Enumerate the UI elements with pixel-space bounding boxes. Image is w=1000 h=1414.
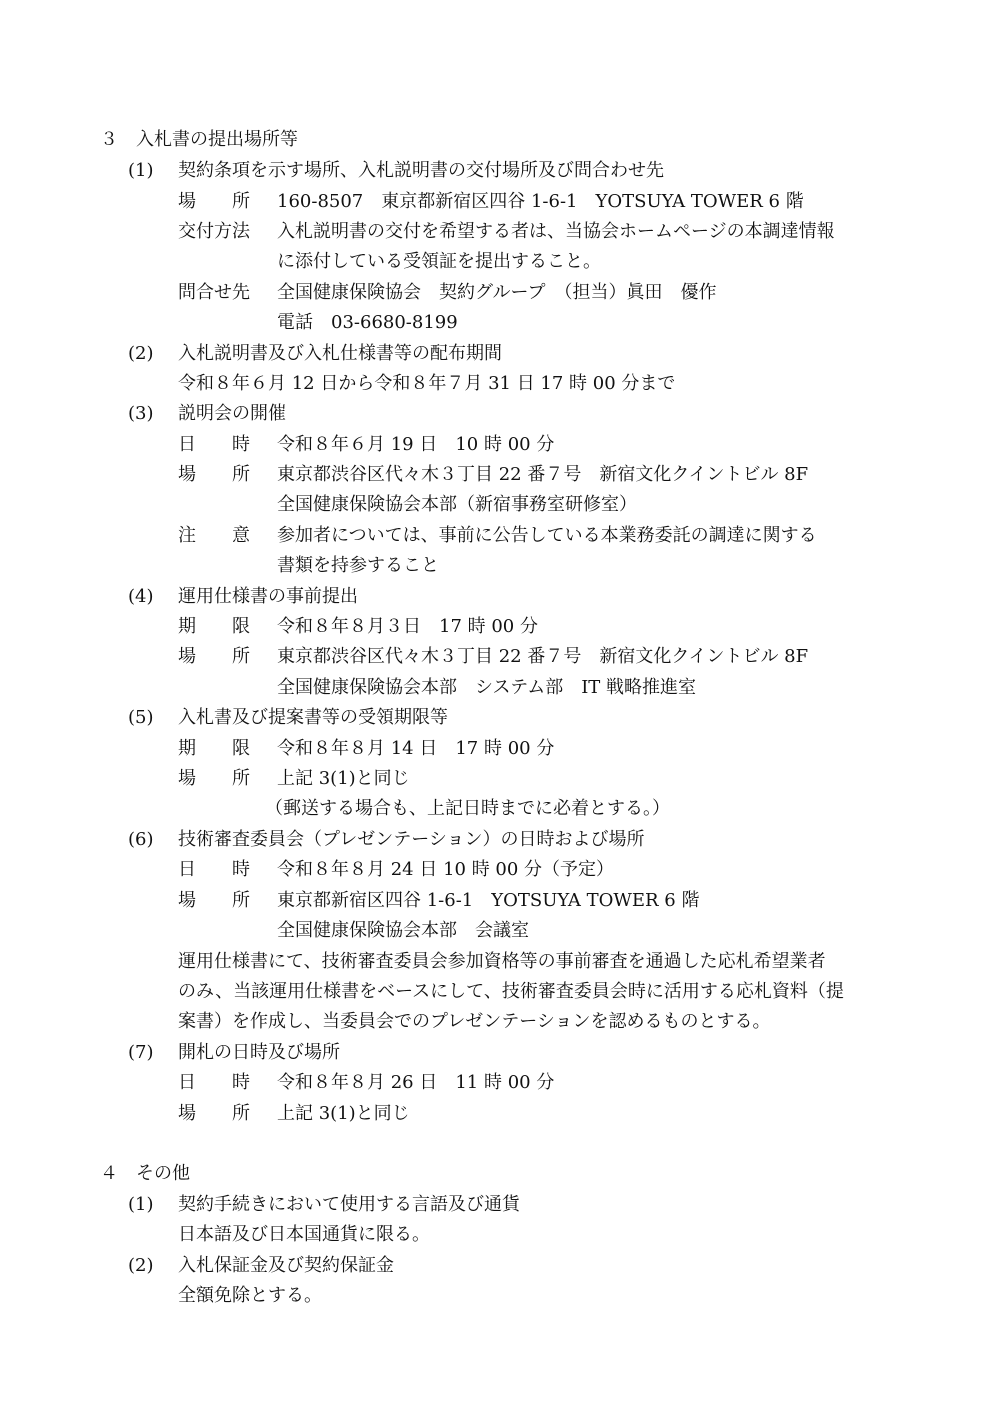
item-title: 入札書及び提案書等の受領期限等 — [178, 707, 448, 728]
row-label: 場 所 — [178, 1103, 250, 1124]
section-number: ４ — [100, 1163, 118, 1184]
row-label: 場 所 — [178, 768, 250, 789]
section-title: 入札書の提出場所等 — [136, 129, 298, 150]
item-text: 全額免除とする。 — [178, 1285, 322, 1306]
row-value: 上記 3(1)と同じ — [277, 768, 410, 789]
row-value: 令和８年８月 24 日 10 時 00 分（予定） — [277, 859, 615, 880]
item-note: （郵送する場合も、上記日時までに必着とする。） — [265, 798, 670, 819]
row-label: 注 意 — [178, 525, 250, 546]
item-title: 技術審査委員会（プレゼンテーション）の日時および場所 — [178, 829, 645, 850]
row-label: 場 所 — [178, 464, 250, 485]
item-number: (1) — [128, 1194, 154, 1215]
row-label: 場 所 — [178, 191, 250, 212]
item-title: 入札保証金及び契約保証金 — [178, 1255, 394, 1276]
item-title: 運用仕様書の事前提出 — [178, 586, 358, 607]
item-number: (4) — [128, 586, 154, 607]
row-value: 160-8507 東京都新宿区四谷 1-6-1 YOTSUYA TOWER 6 階 — [277, 191, 804, 212]
item-number: (1) — [128, 160, 154, 181]
row-value: 令和８年８月 26 日 11 時 00 分 — [277, 1072, 555, 1093]
row-continuation: 電話 03-6680-8199 — [277, 312, 458, 333]
row-label: 場 所 — [178, 646, 250, 667]
item-title: 契約条項を示す場所、入札説明書の交付場所及び問合わせ先 — [178, 160, 664, 181]
row-value: 東京都渋谷区代々木３丁目 22 番７号 新宿文化クイントビル 8F — [277, 646, 809, 667]
item-number: (6) — [128, 829, 154, 850]
row-value: 令和８年８月 14 日 17 時 00 分 — [277, 738, 555, 759]
item-title: 開札の日時及び場所 — [178, 1042, 340, 1063]
row-continuation: に添付している受領証を提出すること。 — [277, 251, 601, 272]
row-label: 期 限 — [178, 616, 250, 637]
item-text: 日本語及び日本国通貨に限る。 — [178, 1224, 430, 1245]
row-value: 参加者については、事前に公告している本業務委託の調達に関する — [277, 525, 817, 546]
paragraph-line: 運用仕様書にて、技術審査委員会参加資格等の事前審査を通過した応札希望業者 — [178, 951, 826, 972]
item-title: 入札説明書及び入札仕様書等の配布期間 — [178, 343, 502, 364]
row-label: 日 時 — [178, 434, 250, 455]
row-continuation: 書類を持参すること — [277, 555, 439, 576]
row-label: 問合せ先 — [178, 282, 250, 303]
row-continuation: 全国健康保険協会本部 会議室 — [277, 920, 529, 941]
row-value: 上記 3(1)と同じ — [277, 1103, 410, 1124]
item-number: (3) — [128, 403, 154, 424]
row-label: 場 所 — [178, 890, 250, 911]
paragraph-line: のみ、当該運用仕様書をベースにして、技術審査委員会時に活用する応札資料（提 — [178, 981, 844, 1002]
row-value: 入札説明書の交付を希望する者は、当協会ホームページの本調達情報 — [277, 221, 835, 242]
item-number: (2) — [128, 343, 154, 364]
row-value: 令和８年６月 19 日 10 時 00 分 — [277, 434, 555, 455]
paragraph-line: 案書）を作成し、当委員会でのプレゼンテーションを認めるものとする。 — [178, 1011, 771, 1032]
item-number: (7) — [128, 1042, 154, 1063]
section-number: ３ — [100, 129, 118, 150]
row-value: 令和８年８月３日 17 時 00 分 — [277, 616, 538, 637]
row-value: 全国健康保険協会 契約グループ （担当）眞田 優作 — [277, 282, 717, 303]
row-continuation: 全国健康保険協会本部（新宿事務室研修室） — [277, 494, 637, 515]
row-label: 交付方法 — [178, 221, 250, 242]
row-continuation: 全国健康保険協会本部 システム部 IT 戦略推進室 — [277, 677, 697, 698]
item-title: 説明会の開催 — [178, 403, 286, 424]
row-label: 日 時 — [178, 1072, 250, 1093]
item-text: 令和８年６月 12 日から令和８年７月 31 日 17 時 00 分まで — [178, 373, 676, 394]
row-label: 日 時 — [178, 859, 250, 880]
row-value: 東京都渋谷区代々木３丁目 22 番７号 新宿文化クイントビル 8F — [277, 464, 809, 485]
section-title: その他 — [136, 1163, 190, 1184]
item-number: (5) — [128, 707, 154, 728]
row-label: 期 限 — [178, 738, 250, 759]
row-value: 東京都新宿区四谷 1-6-1 YOTSUYA TOWER 6 階 — [277, 890, 700, 911]
item-title: 契約手続きにおいて使用する言語及び通貨 — [178, 1194, 520, 1215]
item-number: (2) — [128, 1255, 154, 1276]
